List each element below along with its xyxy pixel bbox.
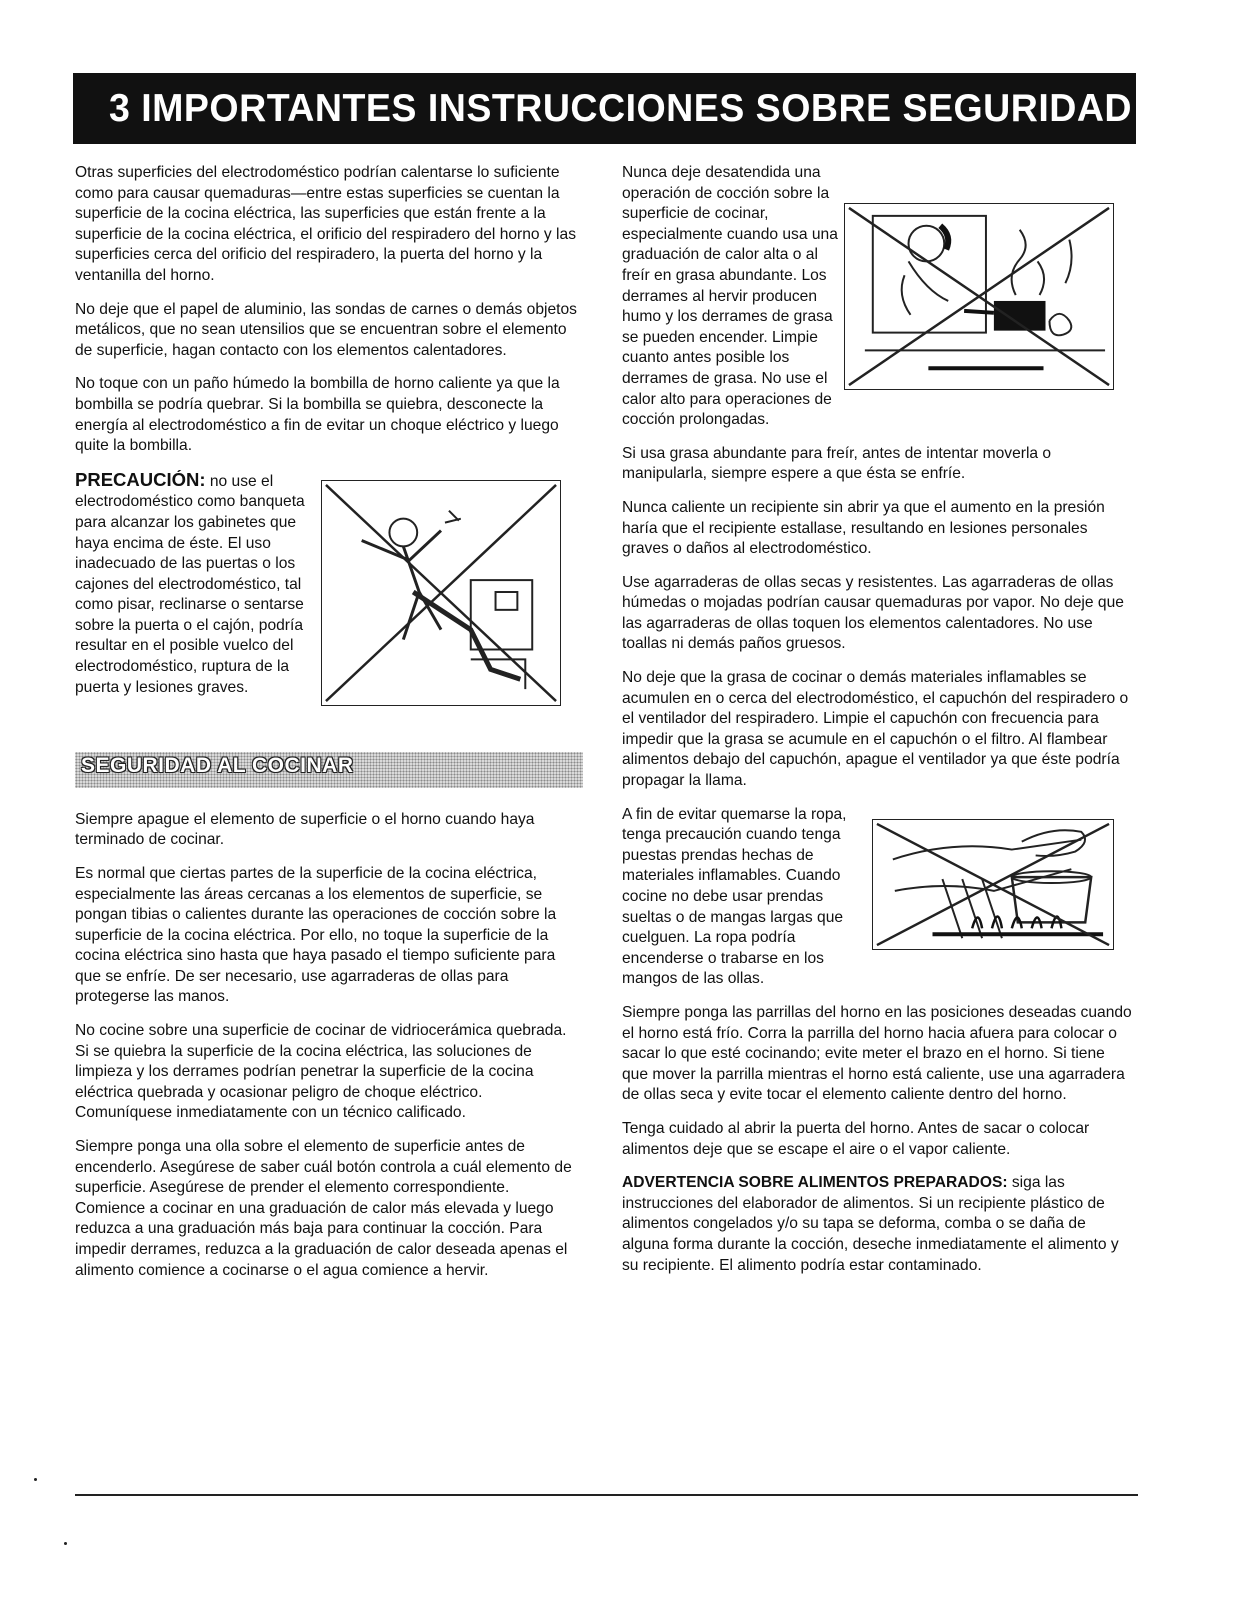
warning-paragraph (622, 1173, 1134, 1276)
paragraph-sealed-container: Nunca caliente un recipiente sin abrir ya que el aumento en la presión haría que el recipiente estallase, resultando en lesiones personales graves o daños al electrodoméstico. (622, 498, 1105, 558)
child-climbing-prohibited-figure (321, 480, 561, 706)
page-title-banner (73, 73, 1136, 144)
paragraph-oven-racks: Siempre ponga las parrillas del horno en las posiciones deseadas cuando el horno está frío. Corra la parrilla del horno hacia afuera para colocar o sacar lo que esté cocinando; evite meter el brazo en el horno. Si tiene que mover la parrilla mientras el horno está caliente, use una agarradera de ollas seca y evite tocar el elemento caliente dentro del horno. (622, 1003, 1132, 1104)
paragraph-turn-off: Siempre apague el elemento de superficie o el horno cuando haya terminado de cocinar. (75, 810, 535, 849)
warning-label: ADVERTENCIA SOBRE ALIMENTOS PREPARADOS: (622, 1174, 1008, 1192)
paragraph-pan-before-heating: Siempre ponga una olla sobre el elemento de superficie antes de encenderlo. Asegúrese de saber cuál botón controla a cuál elemento de superficie. Asegúrese de prender el elemento correspondiente. Comience a cocinar en una graduación de calor más elevada y luego reduzca a una graduación más baja para continuar la cocción. Para impedir derrames, reduzca a la graduación de calor deseada apenas el alimento comience a cocinarse o el agua comience a hervir. (75, 1138, 572, 1279)
paragraph-cracked-glass: No cocine sobre una superficie de cocinar de vidriocerámica quebrada. Si se quiebra la superficie de la cocina eléctrica, las soluciones de limpieza y los derrames podrían penetrar la superficie de la cocina eléctrica quebrada y ocasionar peligro de choque eléctrico. Comuníquese inmediatamente con un técnico calificado. (75, 1022, 567, 1122)
footer-rule (75, 1494, 1138, 1496)
page-title: 3 IMPORTANTES INSTRUCCIONES SOBRE SEGURIDAD (109, 87, 1132, 130)
left-column (75, 163, 583, 1294)
caution-label: PRECAUCIÓN: (75, 469, 206, 490)
loose-clothing-block (622, 805, 1134, 990)
paragraph-oven-door: Tenga cuidado al abrir la puerta del horno. Antes de sacar o colocar alimentos deje que se escape el aire o el vapor caliente. (622, 1119, 1090, 1158)
warning-text: siga las instrucciones del elaborador de alimentos. Si un recipiente plástico de alimentos congelados y/o su tapa se deforma, comba o se daña de alguna forma durante la cocción, deseche inmediatamente el alimento y su recipiente. El alimento podría estar contaminado. (622, 1174, 1119, 1274)
child-climbing-oven-door-prohibited-icon (322, 481, 560, 705)
loose-sleeve-prohibited-figure (872, 819, 1114, 950)
paragraph-hot-surfaces: Otras superficies del electrodoméstico podrían calentarse lo suficiente como para causar quemaduras—entre estas superficies se cuentan la superficie de la cocina eléctrica, las superficies que están frente a la superficie de la cocina eléctrica, el orificio del respiradero del horno y las superficies cerca del orificio del respiradero, la puerta del horno y la ventanilla del horno. (75, 164, 576, 284)
section-heading-text: SEGURIDAD AL COCINAR (81, 753, 354, 777)
paragraph-grease-buildup: No deje que la grasa de cocinar o demás materiales inflamables se acumulen en o cerca del electrodoméstico, el capuchón del respiradero o el ventilador del respiradero. Limpie el capuchón con frecuencia para impedir que la grasa se acumule en el capuchón o el filtro. Al flambear alimentos debajo del capuchón, apague el ventilador ya que éste podría propagar la llama. (622, 669, 1129, 790)
loose-sleeve-over-burner-prohibited-icon (873, 820, 1113, 949)
unattended-pan-prohibited-figure (844, 203, 1114, 390)
caution-block (75, 470, 583, 712)
caution-text: no use el electrodoméstico como banqueta para alcanzar los gabinetes que haya encima de éste. El uso inadecuado de las puertas o los cajones del electrodoméstico, tal como pisar, reclinarse o sentarse sobre la puerta o el cajón, podría resultar en el posible vuelco del electrodoméstico, ruptura de la puerta y lesiones graves. (75, 472, 305, 696)
paragraph-metal-objects: No deje que el papel de aluminio, las sondas de carnes o demás objetos metálicos, que no sean utensilios que se encuentran sobre el elemento de superficie, hagan contacto con los elementos calentadores. (75, 300, 577, 359)
paragraph-loose-clothing: A fin de evitar quemarse la ropa, tenga precaución cuando tenga puestas prendas hechas de materiales inflamables. Cuando cocine no debe usar prendas sueltas o de mangas largas que cuelguen. La ropa podría encenderse o trabarse en los mangos de las ollas. (622, 805, 847, 988)
paragraph-warm-parts: Es normal que ciertas partes de la superficie de la cocina eléctrica, especialmente las áreas cercanas a los elementos de superficie, se pongan tibias o calientes durante las operaciones de cocción sobre la superficie de la cocina eléctrica. Por ello, no toque la superficie de la cocina eléctrica sino hasta que haya pasado el tiempo suficiente para que se enfríe. De ser necesario, use agarraderas de ollas para protegerse las manos. (75, 864, 557, 1006)
paragraph-oven-bulb: No toque con un paño húmedo la bombilla de horno caliente ya que la bombilla se podría quebrar. Si la bombilla se quiebra, desconecte la energía al electrodoméstico a fin de evitar un choque eléctrico y luego quite la bombilla. (75, 375, 560, 455)
margin-dot (64, 1542, 67, 1545)
paragraph-deep-fat: Si usa grasa abundante para freír, antes de intentar moverla o manipularla, siempre espere a que ésta se enfríe. (622, 444, 1052, 483)
right-column (622, 163, 1134, 1289)
unattended-cooking-block (622, 163, 1134, 431)
unattended-smoking-pan-prohibited-icon (845, 204, 1113, 389)
margin-dot (34, 1478, 37, 1481)
paragraph-potholders: Use agarraderas de ollas secas y resistentes. Las agarraderas de ollas húmedas o mojadas podrían causar quemaduras por vapor. No deje que las agarraderas de ollas toquen los elementos calentadores. No use toallas ni demás paños gruesos. (622, 573, 1124, 653)
paragraph-unattended-cooking: Nunca deje desatendida una operación de cocción sobre la superficie de cocinar, especialmente cuando usa una graduación de calor alta o al freír en grasa abundante. Los derrames al hervir producen humo y los derrames de grasa se pueden encender. Limpie cuanto antes posible los derrames de grasa. No use el calor alto para operaciones de cocción prolongadas. (622, 164, 838, 429)
section-heading-cooking-safety (75, 752, 583, 788)
